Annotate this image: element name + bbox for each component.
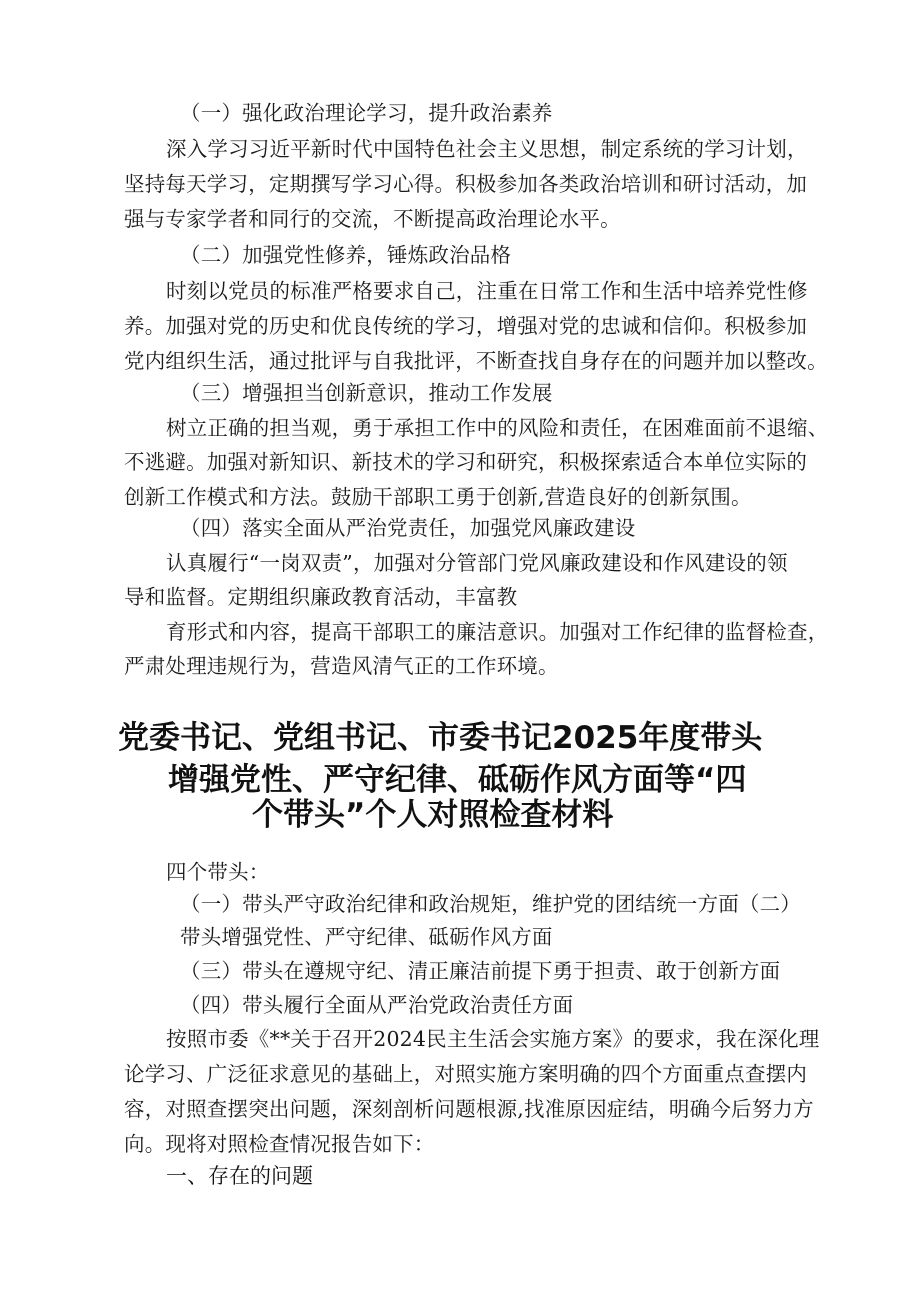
section-heading-problems: 一、存在的问题 <box>166 1164 313 1188</box>
section-3-line-3: 创新工作模式和方法。鼓励干部职工勇于创新,营造良好的创新氛围。 <box>124 485 752 509</box>
four-leads-item-4: （四）带头履行全面从严治党政治责任方面 <box>180 993 574 1017</box>
section-1-line-2: 坚持每天学习，定期撰写学习心得。积极参加各类政治培训和研讨活动，加 <box>124 172 808 196</box>
section-3-line-2: 不逃避。加强对新知识、新技术的学习和研究，积极探索适合本单位实际的 <box>124 450 808 474</box>
section-4-line-4: 严肃处理违规行为，营造风清气正的工作环境。 <box>124 654 559 678</box>
section-3-line-1: 树立正确的担当观，勇于承担工作中的风险和责任，在困难面前不退缩、 <box>166 416 829 440</box>
section-1-line-1: 深入学习习近平新时代中国特色社会主义思想，制定系统的学习计划， <box>166 137 808 161</box>
section-4-heading: （四）落实全面从严治党责任，加强党风廉政建设 <box>180 516 636 540</box>
body-para-line-4: 向。现将对照检查情况报告如下： <box>124 1132 435 1156</box>
body-para-line-1: 按照市委《**关于召开2024民主生活会实施方案》的要求，我在深化理 <box>166 1027 820 1051</box>
doc-title-line-2: 增强党性、严守纪律、砥砺作风方面等“四 <box>168 762 747 798</box>
body-para-line-3: 容，对照查摆突出问题，深刻剖析问题根源,找准原因症结，明确今后努力方 <box>124 1097 814 1121</box>
section-2-line-1: 时刻以党员的标准严格要求自己，注重在日常工作和生活中培养党性修 <box>166 279 808 303</box>
four-leads-item-1-cont: 带头增强党性、严守纪律、砥砺作风方面 <box>180 925 553 949</box>
section-2-heading: （二）加强党性修养，锤炼政治品格 <box>180 243 512 267</box>
section-4-line-3: 育形式和内容，提高干部职工的廉洁意识。加强对工作纪律的监督检查， <box>166 620 829 644</box>
section-4-line-2: 导和监督。定期组织廉政教育活动，丰富教 <box>124 585 518 609</box>
section-1-line-3: 强与专家学者和同行的交流，不断提高政治理论水平。 <box>124 207 621 231</box>
section-3-heading: （三）增强担当创新意识，推动工作发展 <box>180 381 553 405</box>
four-leads-intro: 四个带头： <box>166 860 270 884</box>
doc-title-line-1: 党委书记、党组书记、市委书记2025年度带头 <box>118 720 763 756</box>
section-4-line-1: 认真履行“一岗双责”，加强对分管部门党风廉政建设和作风建设的领 <box>166 551 788 575</box>
body-para-line-2: 论学习、广泛征求意见的基础上，对照实施方案明确的四个方面重点查摆内 <box>124 1062 808 1086</box>
section-2-line-3: 党内组织生活，通过批评与自我批评，不断查找自身存在的问题并加以整改。 <box>124 349 828 373</box>
four-leads-item-3: （三）带头在遵规守纪、清正廉洁前提下勇于担责、敢于创新方面 <box>180 959 781 983</box>
section-2-line-2: 养。加强对党的历史和优良传统的学习，增强对党的忠诚和信仰。积极参加 <box>124 314 808 338</box>
section-1-heading: （一）强化政治理论学习，提升政治素养 <box>180 101 553 125</box>
doc-title-line-3: 个带头”个人对照检查材料 <box>252 797 614 833</box>
four-leads-item-1: （一）带头严守政治纪律和政治规矩，维护党的团结统一方面（二） <box>180 892 801 916</box>
